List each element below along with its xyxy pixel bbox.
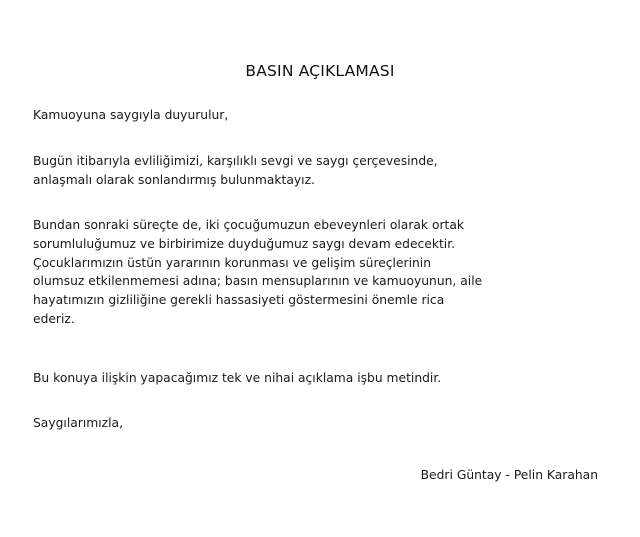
- paragraph-2-line-2: sorumluluğumuz ve birbirimize duyduğumuz saygı devam edecektir.: [33, 236, 456, 251]
- paragraph-2-line-1: Bundan sonraki süreçte de, iki çocuğumuzun ebeveynleri olarak ortak: [33, 218, 465, 232]
- signature: Bedri Güntay - Pelin Karahan: [420, 468, 598, 482]
- paragraph-2-line-4: olumsuz etkilenmemesi adına; basın mensuplarının ve kamuoyunun, aile: [33, 274, 483, 289]
- paragraph-1-line-2: anlaşmalı olarak sonlandırmış bulunmaktayız.: [33, 172, 315, 187]
- paragraph-2-line-5: hayatımızın gizliliğine gerekli hassasiyeti göstermesini önemle rica: [33, 293, 445, 308]
- salutation-text: Kamuoyuna saygıyla duyurulur,: [33, 108, 229, 122]
- paragraph-3-line-1: Bu konuya ilişkin yapacağımız tek ve nihai açıklama işbu metindir.: [33, 371, 442, 385]
- paragraph-1-line-1: Bugün itibarıyla evliliğimizi, karşılıklı sevgi ve saygı çerçevesinde,: [33, 154, 438, 168]
- paragraph-2-line-3: Çocuklarımızın üstün yararının korunması ve gelişim süreçlerinin: [33, 255, 432, 270]
- closing-text: Saygılarımızla,: [33, 416, 123, 430]
- paragraph-1: [33, 152, 608, 190]
- paragraph-2: [33, 216, 608, 329]
- salutation: [33, 106, 608, 125]
- paragraph-3: [33, 369, 608, 388]
- closing: [33, 414, 608, 433]
- paragraph-2-line-6: ederiz.: [33, 311, 75, 326]
- document-title: BASIN AÇIKLAMASI: [245, 62, 395, 80]
